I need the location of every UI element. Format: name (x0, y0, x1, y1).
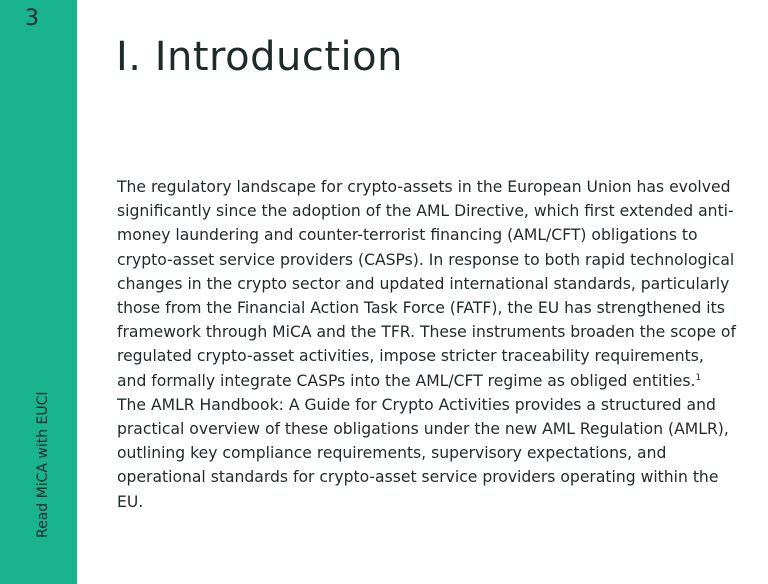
footnote-marker[interactable]: 1 (695, 372, 702, 383)
intro-paragraph-text: The regulatory landscape for crypto-assets in the European Union has evolved significantly since the adoption of the AML Directive, which first extended anti-money laundering and counter-terrorist financing (AML/CFT) obligations to crypto-asset service providers (CASPs). In response to both rapid technological changes in the crypto sector and updated international standards, particularly those from the Financial Action Task Force (FATF), the EU has strengthened its framework through MiCA and the TFR. These instruments broaden the scope of regulated crypto-asset activities, impose stricter traceability requirements, and formally integrate CASPs into the AML/CFT regime as obliged entities. (117, 178, 736, 390)
sidebar (0, 0, 77, 584)
body-text (117, 175, 737, 514)
sidebar-label: Read MiCA with EUCI (35, 391, 51, 538)
handbook-paragraph: The AMLR Handbook: A Guide for Crypto Activities provides a structured and practical overview of these obligations under the new AML Regulation (AMLR), outlining key compliance requirements, supervisory expectations, and operational standards for crypto-asset service providers operating within the EU. (117, 395, 729, 511)
page-number: 3 (25, 6, 39, 31)
intro-paragraph (117, 175, 737, 393)
page-title: I. Introduction (116, 34, 403, 80)
